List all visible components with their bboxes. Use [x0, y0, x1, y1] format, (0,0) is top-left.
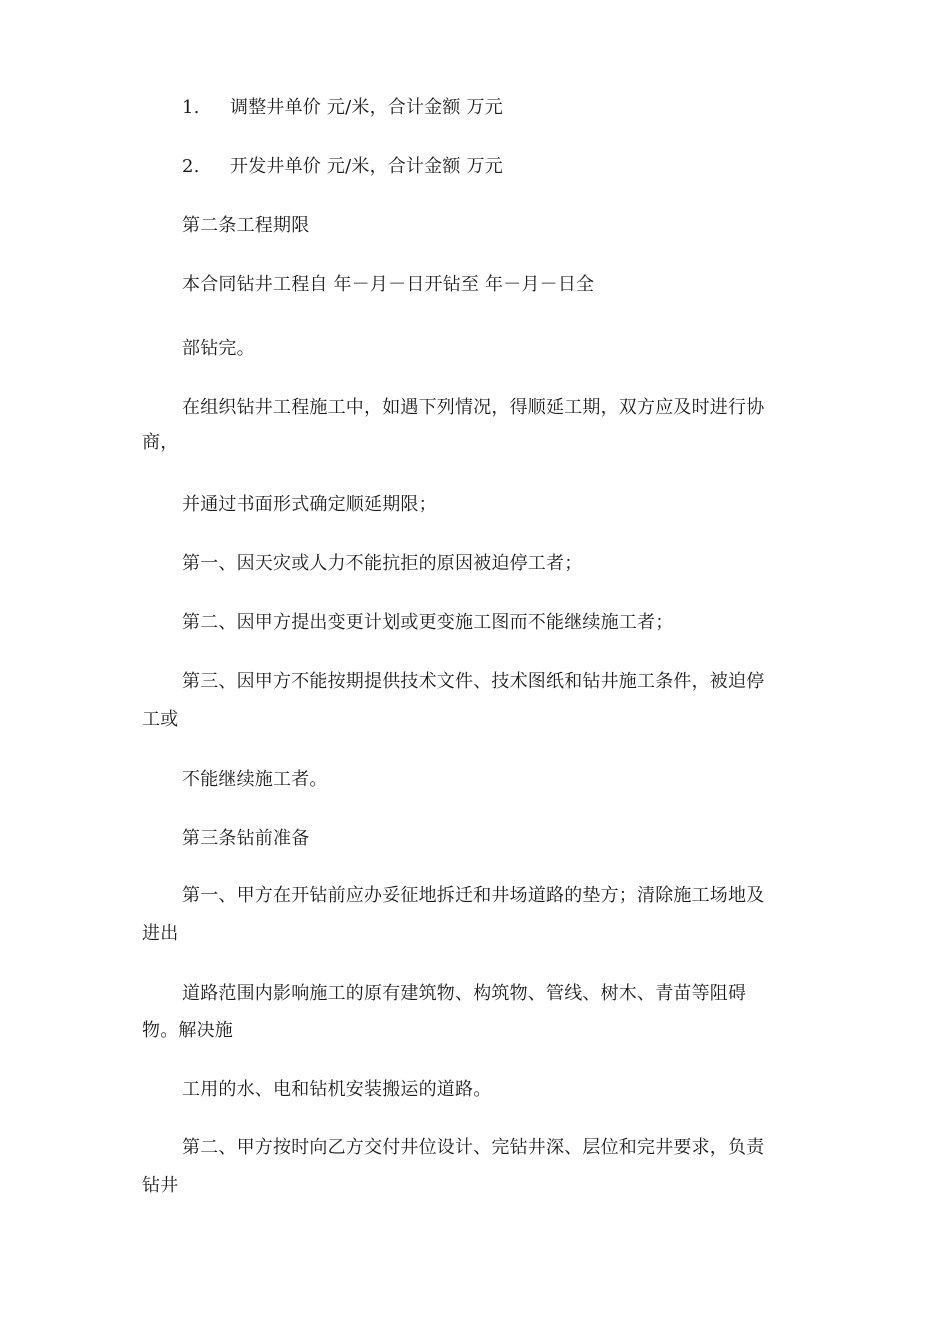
prep-1-line: 工用的水、电和钻机安装搬运的道路。 [182, 1079, 492, 1100]
period-paragraph-line: 本合同钻井工程自 年－月－日开钻至 年－月－日全 [182, 274, 595, 295]
delay-case-3-wrap: 工或 [142, 709, 179, 730]
delay-paragraph-line: 在组织钻井工程施工中，如遇下列情况，得顺延工期，双方应及时进行协 [182, 397, 765, 418]
prep-2-line: 第二、甲方按时向乙方交付井位设计、完钻井深、层位和完井要求，负责 [182, 1137, 765, 1158]
delay-case-2: 第二、因甲方提出变更计划或更变施工图而不能继续施工者； [182, 612, 674, 633]
prep-1-line: 第一、甲方在开钻前应办妥征地拆迁和井场道路的垫方；清除施工场地及 [182, 885, 765, 906]
item-number: 2. [182, 156, 200, 177]
price-item-1 [182, 96, 503, 120]
period-paragraph-line: 部钻完。 [182, 338, 255, 359]
item-number: 1. [182, 97, 200, 118]
item-text: 调整井单价 元/米，合计金额 万元 [230, 97, 503, 118]
prep-1-line: 道路范围内影响施工的原有建筑物、构筑物、管线、树木、青苗等阻碍 [182, 983, 747, 1004]
delay-paragraph-wrap: 商， [142, 432, 179, 453]
delay-case-1: 第一、因天灾或人力不能抗拒的原因被迫停工者； [182, 553, 583, 574]
price-item-2 [182, 155, 503, 179]
prep-2-wrap: 钻井 [142, 1175, 179, 1196]
prep-1-wrap: 物。解决施 [142, 1020, 233, 1041]
item-text: 开发井单价 元/米，合计金额 万元 [230, 156, 503, 177]
article-3-title: 第三条钻前准备 [182, 828, 310, 849]
article-2-title: 第二条工程期限 [182, 215, 310, 236]
delay-paragraph-line: 并通过书面形式确定顺延期限； [182, 494, 437, 515]
delay-case-3-line: 不能继续施工者。 [182, 769, 328, 790]
delay-case-3-line: 第三、因甲方不能按期提供技术文件、技术图纸和钻井施工条件，被迫停 [182, 671, 765, 692]
prep-1-wrap: 进出 [142, 923, 179, 944]
